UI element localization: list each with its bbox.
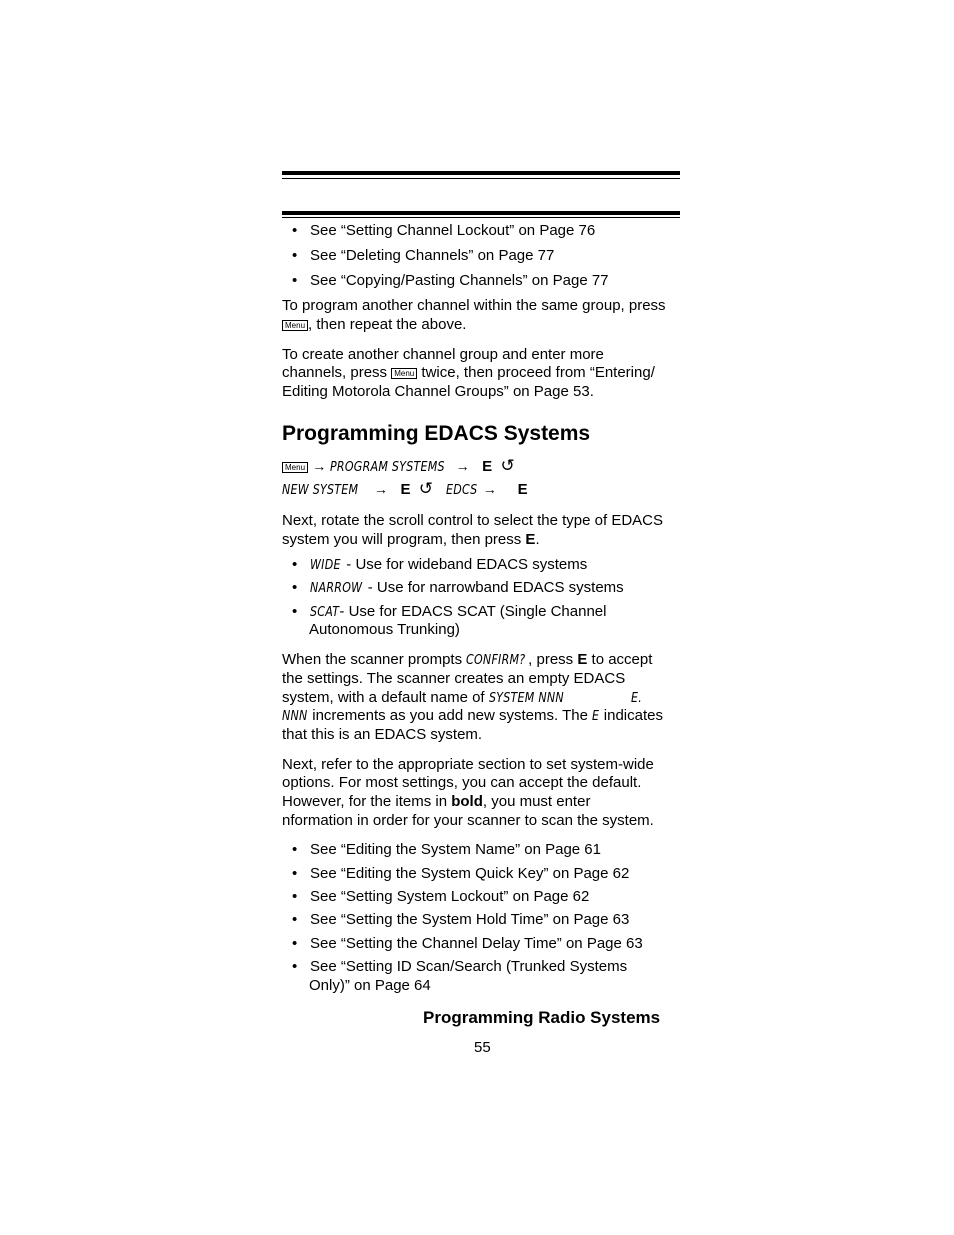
lcd-text: NARROW [310,581,363,596]
menu-path-line [282,457,515,477]
section-rule-thick [282,211,680,215]
bullet-marker: • [292,579,298,596]
paragraph-line: To program another channel within the same group, press [282,297,666,314]
arrow-icon: → [312,458,327,474]
list-item: NARROW - Use for narrowband EDACS systems [310,579,624,596]
bullet-marker: • [292,911,298,928]
list-item-continuation: Autonomous Trunking) [309,621,460,638]
menu-key-icon: Menu [391,368,417,379]
bullet-marker: • [292,841,298,858]
lcd-text: E. [631,691,643,706]
paragraph-line: channels, press Menu twice, then proceed from “Entering/ [282,364,655,381]
paragraph-line [631,689,644,708]
footer-section-title: Programming Radio Systems [423,1008,661,1027]
lcd-text: CONFIRM? [466,653,526,668]
e-key: E [400,481,411,498]
header-rule-thin [282,178,680,179]
list-item: See “Setting System Lockout” on Page 62 [310,888,590,905]
e-key: E [517,481,528,498]
bullet-marker: • [292,222,298,239]
list-item: See “Setting Channel Lockout” on Page 76 [310,222,596,239]
paragraph-line: system you will program, then press E. [282,531,540,548]
bullet-marker: • [292,935,298,952]
paragraph-line: nformation in order for your scanner to scan the system. [282,812,654,829]
rotate-icon: ↺ [500,456,515,475]
paragraph-line: Editing Motorola Channel Groups” on Page 53. [282,383,594,400]
section-heading: Programming EDACS Systems [282,422,591,445]
paragraph-line: To create another channel group and enter more [282,346,604,363]
list-item: See “Editing the System Name” on Page 61 [310,841,601,858]
rotate-icon: ↺ [418,479,434,498]
paragraph-line: Menu , then repeat the above. [282,316,466,334]
lcd-text: SCAT [310,605,340,620]
lcd-text: NEW SYSTEM [282,483,359,498]
menu-path-line [282,480,528,500]
page-number: 55 [474,1039,491,1056]
paragraph-line: system, with a default name of SYSTEM NNN [282,689,564,706]
arrow-icon: → [482,481,497,497]
bullet-marker: • [292,272,298,289]
list-item: See “Deleting Channels” on Page 77 [310,247,555,264]
e-key: E [482,458,493,475]
paragraph-line: Next, refer to the appropriate section to set system-wide [282,756,654,773]
bullet-marker: • [292,247,298,264]
lcd-text: SYSTEM NNN [488,691,564,706]
list-item: SCAT- Use for EDACS SCAT (Single Channel [310,603,607,620]
arrow-icon: → [373,481,388,497]
bullet-marker: • [292,865,298,882]
paragraph-line: options. For most settings, you can accept the default. [282,774,642,791]
arrow-icon: → [455,458,470,474]
section-rule-thin [282,217,680,218]
list-item: See “Editing the System Quick Key” on Page 62 [310,865,630,882]
list-item: See “Setting the Channel Delay Time” on Page 63 [310,935,643,952]
bullet-marker: • [292,556,298,573]
bullet-marker: • [292,603,298,620]
list-item-continuation: Only)” on Page 64 [309,977,431,994]
paragraph-line: the settings. The scanner creates an empty EDACS [282,670,626,687]
list-item: See “Setting ID Scan/Search (Trunked Systems [310,958,628,975]
bullet-marker: • [292,888,298,905]
paragraph-line: NNN increments as you add new systems. The E indicates [282,707,663,724]
lcd-text: WIDE [310,558,341,573]
list-item: WIDE - Use for wideband EDACS systems [310,556,588,573]
lcd-text: NNN [282,709,308,724]
lcd-text: E [592,709,600,724]
list-item: See “Copying/Pasting Channels” on Page 77 [310,272,609,289]
header-rule-thick [282,171,680,175]
paragraph-line: However, for the items in bold, you must enter [282,793,591,810]
menu-key-icon: Menu [282,320,308,331]
list-item: See “Setting the System Hold Time” on Page 63 [310,911,630,928]
lcd-text: PROGRAM SYSTEMS [330,460,446,475]
menu-key-icon: Menu [282,462,308,473]
paragraph-line: that this is an EDACS system. [282,726,483,743]
paragraph-line: When the scanner prompts CONFIRM? , press E to accept [282,651,653,668]
bullet-marker: • [292,958,298,975]
paragraph-line: Next, rotate the scroll control to select the type of EDACS [282,512,664,529]
lcd-text: EDCS [445,483,478,498]
